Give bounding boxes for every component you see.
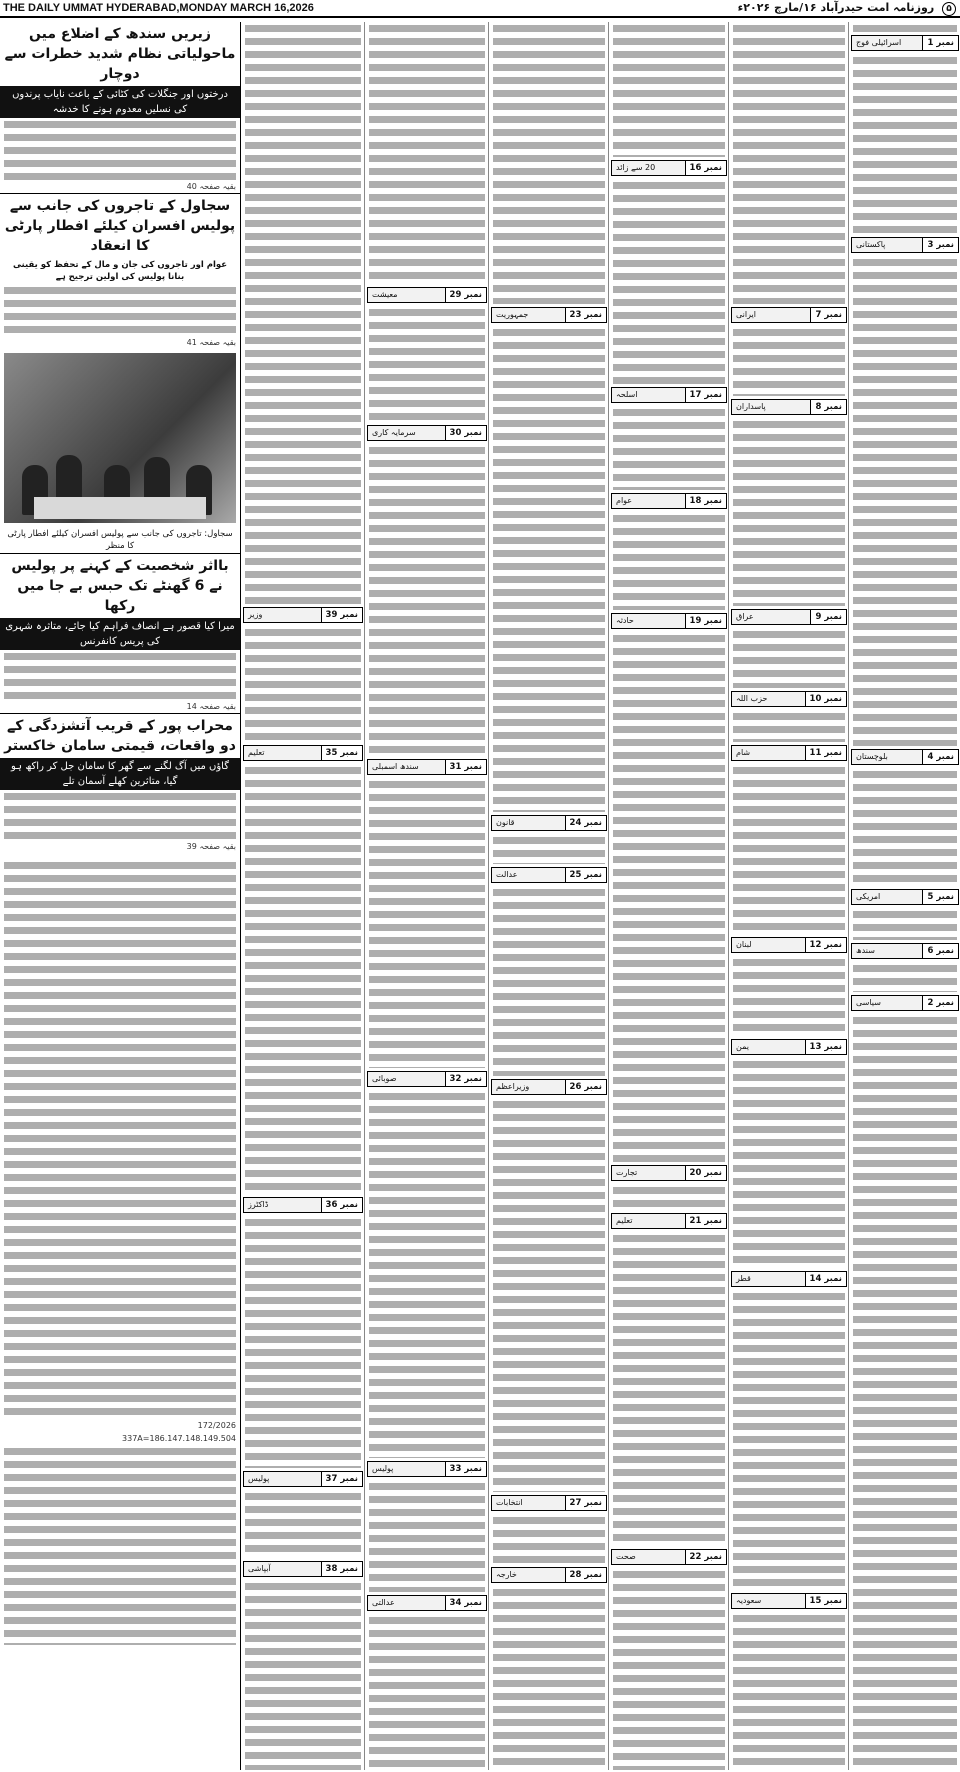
article-body xyxy=(369,22,485,284)
news-tag-number: نمبر 20 xyxy=(685,1166,726,1180)
news-column-1 xyxy=(848,22,960,1770)
news-tag-label: صوبائی xyxy=(372,1074,397,1083)
headline-iftar: سجاول کے تاجروں کی جانب سے پولیس افسران کیلئے افطار پارٹی کا انعقاد xyxy=(0,193,240,258)
article-body xyxy=(245,626,361,742)
news-tag xyxy=(367,759,487,775)
article-body xyxy=(733,628,845,688)
news-tag xyxy=(611,1165,727,1181)
news-tag-label: صحت xyxy=(616,1552,636,1561)
news-tag-label: خارجہ xyxy=(496,1570,517,1579)
news-tag xyxy=(851,943,959,959)
article-body xyxy=(613,1232,725,1546)
news-tag-number: نمبر 26 xyxy=(565,1080,606,1094)
article-body xyxy=(369,444,485,756)
news-photo xyxy=(4,353,236,523)
news-column-3 xyxy=(608,22,729,1770)
news-tag-label: تعلیم xyxy=(616,1216,633,1225)
news-tag xyxy=(243,745,363,761)
article-body xyxy=(733,710,845,742)
news-column-5 xyxy=(364,22,489,1770)
news-tag-number: نمبر 11 xyxy=(805,746,846,760)
news-tag-label: انتخابات xyxy=(496,1498,523,1507)
news-tag-label: ڈاکٹرز xyxy=(248,1200,269,1209)
article-body xyxy=(493,886,605,1076)
news-tag-number: نمبر 1 xyxy=(922,36,958,50)
subhead-fire: گاؤں میں آگ لگنے سے گھر کا سامان جل کر راکھ ہو گیا، متاثرین کھلے آسمان تلے xyxy=(0,758,240,790)
news-tag xyxy=(491,867,607,883)
news-tag-label: معیشت xyxy=(372,290,398,299)
headline-police-custody: بااثر شخصیت کے کہنے پر پولیس نے 6 گھنٹے تک حبس بے جا میں رکھا xyxy=(0,553,240,618)
news-tag-number: نمبر 24 xyxy=(565,816,606,830)
article-body xyxy=(4,284,236,336)
news-tag-label: سندھ xyxy=(856,946,875,955)
article-body xyxy=(369,1090,485,1458)
news-tag-number: نمبر 34 xyxy=(445,1596,486,1610)
article-body xyxy=(613,179,725,384)
news-tag xyxy=(491,1495,607,1511)
article-body xyxy=(245,1216,361,1468)
news-tag-label: سندھ اسمبلی xyxy=(372,762,419,771)
article-body xyxy=(733,764,845,934)
article-body xyxy=(733,1058,845,1268)
left-news-box xyxy=(0,22,241,1770)
footer-ip: 337A=186.147.148.149.504 xyxy=(122,1434,236,1443)
news-tag-number: نمبر 30 xyxy=(445,426,486,440)
news-tag xyxy=(367,1461,487,1477)
article-body xyxy=(4,118,236,180)
news-tag xyxy=(731,1593,847,1609)
article-body xyxy=(493,834,605,864)
news-tag xyxy=(491,307,607,323)
news-tag-number: نمبر 9 xyxy=(810,610,846,624)
news-tag-number: نمبر 6 xyxy=(922,944,958,958)
article-body xyxy=(245,1490,361,1558)
article-body xyxy=(853,54,957,234)
news-tag-label: وزیراعظم xyxy=(496,1082,530,1091)
news-tag-label: قانون xyxy=(496,818,515,827)
news-tag xyxy=(611,613,727,629)
news-tag-label: پولیس xyxy=(248,1474,270,1483)
news-tag xyxy=(851,237,959,253)
article-body xyxy=(369,1480,485,1592)
masthead-english-title: THE DAILY UMMAT HYDERABAD,MONDAY MARCH 16,2026 xyxy=(3,2,314,14)
article-body xyxy=(4,1445,236,1645)
subhead-ecosystem: درختوں اور جنگلات کی کٹائی کے باعث نایاب پرندوں کی نسلیں معدوم ہونے کا خدشہ xyxy=(0,86,240,118)
news-tag-label: عراق xyxy=(736,612,754,621)
news-tag-label: اسلحہ xyxy=(616,390,638,399)
news-tag xyxy=(243,1197,363,1213)
news-tag-label: امریکی xyxy=(856,892,881,901)
article-body xyxy=(733,1612,845,1770)
news-tag-label: جمہوریت xyxy=(496,310,529,319)
news-tag-label: قطر xyxy=(736,1274,751,1283)
news-tag-number: نمبر 5 xyxy=(922,890,958,904)
news-tag-label: بلوچستان xyxy=(856,752,888,761)
article-body xyxy=(733,326,845,396)
article-body xyxy=(245,22,361,604)
news-tag xyxy=(731,745,847,761)
news-tag-number: نمبر 28 xyxy=(565,1568,606,1582)
article-body xyxy=(613,22,725,157)
news-tag xyxy=(367,1071,487,1087)
news-tag xyxy=(731,1039,847,1055)
news-tag-number: نمبر 31 xyxy=(445,760,486,774)
masthead-urdu-title xyxy=(738,1,960,16)
subhead-iftar: عوام اور تاجروں کی جان و مال کے تحفظ کو یقینی بنانا پولیس کی اولین ترجیح ہے xyxy=(12,260,228,282)
continued-reference: بقیہ صفحہ 41 xyxy=(186,338,236,347)
news-tag xyxy=(731,937,847,953)
article-body xyxy=(369,306,485,422)
article-body xyxy=(613,1184,725,1210)
masthead xyxy=(0,0,960,18)
news-tag xyxy=(731,691,847,707)
news-tag-number: نمبر 4 xyxy=(922,750,958,764)
news-tag-number: نمبر 7 xyxy=(810,308,846,322)
article-body xyxy=(4,790,236,840)
news-tag xyxy=(611,1549,727,1565)
continued-reference: بقیہ صفحہ 14 xyxy=(186,702,236,711)
news-tag-label: پاکستانی xyxy=(856,240,886,249)
news-tag-number: نمبر 19 xyxy=(685,614,726,628)
news-tag xyxy=(367,425,487,441)
news-tag-number: نمبر 16 xyxy=(685,161,726,175)
article-body xyxy=(733,22,845,304)
news-tag xyxy=(731,307,847,323)
news-tag-number: نمبر 12 xyxy=(805,938,846,952)
news-tag-number: نمبر 14 xyxy=(805,1272,846,1286)
news-tag-label: وزیر xyxy=(248,610,263,619)
news-tag-number: نمبر 17 xyxy=(685,388,726,402)
news-tag xyxy=(367,1595,487,1611)
news-tag xyxy=(243,1561,363,1577)
article-body xyxy=(853,962,957,992)
news-tag-number: نمبر 8 xyxy=(810,400,846,414)
subhead-police-custody: میرا کیا قصور ہے انصاف فراہم کیا جائے، متاثرہ شہری کی پریس کانفرنس xyxy=(0,618,240,650)
article-body xyxy=(245,764,361,1194)
article-body xyxy=(613,512,725,610)
footer-code: 172/2026 xyxy=(197,1421,236,1430)
news-tag-number: نمبر 37 xyxy=(321,1472,362,1486)
news-tag xyxy=(611,387,727,403)
news-tag-number: نمبر 22 xyxy=(685,1550,726,1564)
news-tag-number: نمبر 3 xyxy=(922,238,958,252)
news-tag-number: نمبر 18 xyxy=(685,494,726,508)
news-tag-label: شام xyxy=(736,748,751,757)
page-number-badge: ۵ xyxy=(942,2,956,16)
news-tag-number: نمبر 33 xyxy=(445,1462,486,1476)
news-tag xyxy=(851,749,959,765)
news-tag xyxy=(611,160,727,176)
news-tag-number: نمبر 25 xyxy=(565,868,606,882)
news-tag-label: سرمایہ کاری xyxy=(372,428,416,437)
news-tag xyxy=(367,287,487,303)
news-tag-label: حزب اللہ xyxy=(736,694,768,703)
news-tag-number: نمبر 29 xyxy=(445,288,486,302)
news-tag xyxy=(491,815,607,831)
article-body xyxy=(733,418,845,606)
news-tag-label: اسرائیلی فوج xyxy=(856,38,902,47)
news-tag xyxy=(243,607,363,623)
article-body xyxy=(733,1290,845,1590)
article-body xyxy=(613,1568,725,1770)
news-tag-number: نمبر 38 xyxy=(321,1562,362,1576)
article-body xyxy=(245,1580,361,1770)
news-tag-label: عدالتی xyxy=(372,1598,395,1607)
article-body xyxy=(733,956,845,1036)
news-tag xyxy=(491,1567,607,1583)
news-tag-label: یمن xyxy=(736,1042,749,1051)
news-tag-number: نمبر 15 xyxy=(805,1594,846,1608)
news-tag-number: نمبر 21 xyxy=(685,1214,726,1228)
article-body xyxy=(4,859,236,1419)
article-body xyxy=(853,1014,957,1770)
news-tag-label: سعودیہ xyxy=(736,1596,762,1605)
article-body xyxy=(853,768,957,886)
news-tag-number: نمبر 13 xyxy=(805,1040,846,1054)
news-tag xyxy=(731,609,847,625)
article-body xyxy=(4,650,236,700)
news-tag-label: ایرانی xyxy=(736,310,756,319)
article-body xyxy=(369,778,485,1068)
article-body xyxy=(493,326,605,812)
news-column-4 xyxy=(488,22,609,1770)
news-tag xyxy=(851,889,959,905)
news-tag-label: لبنان xyxy=(736,940,752,949)
masthead-urdu-text: روزنامہ امت حیدرآباد ۱۶/مارچ ۲۰۲۶ء xyxy=(737,0,935,14)
continued-reference: بقیہ صفحہ 39 xyxy=(186,842,236,851)
news-tag-number: نمبر 39 xyxy=(321,608,362,622)
news-tag-label: 20 سے زائد xyxy=(616,163,656,172)
news-tag-label: سیاسی xyxy=(856,998,881,1007)
news-tag-label: تجارت xyxy=(616,1168,638,1177)
news-tag-label: پولیس xyxy=(372,1464,394,1473)
news-tag-number: نمبر 2 xyxy=(922,996,958,1010)
news-tag xyxy=(851,995,959,1011)
article-body xyxy=(613,632,725,1162)
article-body xyxy=(369,1614,485,1770)
news-tag xyxy=(611,1213,727,1229)
news-tag xyxy=(731,1271,847,1287)
news-tag-number: نمبر 23 xyxy=(565,308,606,322)
news-column-2 xyxy=(728,22,849,1770)
news-tag-number: نمبر 10 xyxy=(805,692,846,706)
news-tag xyxy=(611,493,727,509)
news-tag-label: تعلیم xyxy=(248,748,265,757)
article-body xyxy=(853,22,957,32)
news-tag xyxy=(243,1471,363,1487)
news-tag xyxy=(731,399,847,415)
headline-ecosystem: زیریں سندھ کے اضلاع میں ماحولیاتی نظام شدید خطرات سے دوچار xyxy=(4,26,236,82)
article-body xyxy=(493,1586,605,1770)
article-body xyxy=(493,22,605,304)
news-tag xyxy=(851,35,959,51)
news-tag-label: پاسداران xyxy=(736,402,766,411)
news-tag-number: نمبر 36 xyxy=(321,1198,362,1212)
article-body xyxy=(493,1514,605,1564)
news-tag-label: حادثہ xyxy=(616,616,634,625)
news-tag-label: عدالت xyxy=(496,870,518,879)
article-body xyxy=(853,256,957,746)
article-body xyxy=(613,406,725,490)
photo-caption: سجاول: تاجروں کی جانب سے پولیس افسران کیلئے افطار پارٹی کا منظر xyxy=(7,529,233,551)
article-body xyxy=(853,908,957,940)
news-tag xyxy=(491,1079,607,1095)
news-column-6 xyxy=(240,22,365,1770)
continued-reference: بقیہ صفحہ 40 xyxy=(186,182,236,191)
headline-fire: محراب پور کے قریب آتشزدگی کے دو واقعات، قیمتی سامان خاکستر xyxy=(0,713,240,758)
news-tag-label: آبپاشی xyxy=(248,1564,271,1573)
news-tag-number: نمبر 32 xyxy=(445,1072,486,1086)
news-tag-label: عوام xyxy=(616,496,633,505)
news-tag-number: نمبر 35 xyxy=(321,746,362,760)
news-tag-number: نمبر 27 xyxy=(565,1496,606,1510)
article-body xyxy=(493,1098,605,1492)
